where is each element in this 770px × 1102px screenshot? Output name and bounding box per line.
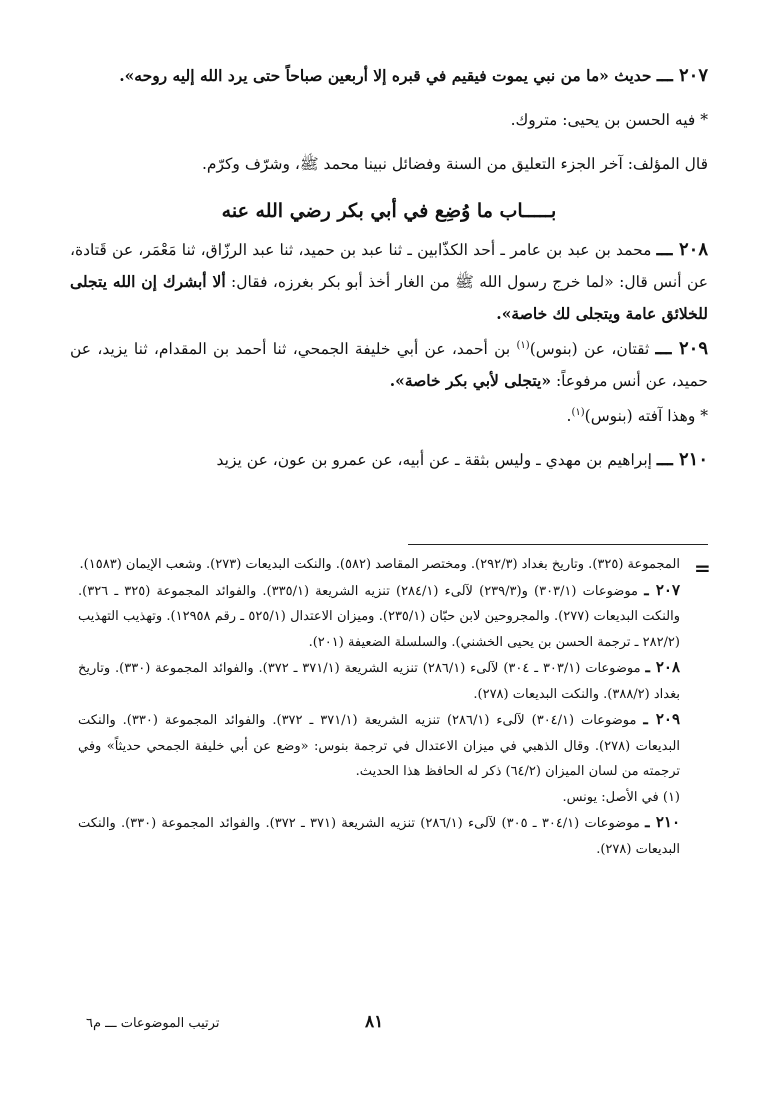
footnote-210 bbox=[78, 810, 680, 862]
hadith-number: ٢٠٨ ـــ bbox=[656, 239, 708, 260]
footnote-number: ٢٠٨ ـ bbox=[645, 658, 681, 676]
signature-mark: ترتيب الموضوعات ـــ م٦ bbox=[86, 1016, 220, 1031]
hadith-210 bbox=[70, 444, 708, 476]
footnote-number: ٢٠٩ ـ bbox=[643, 710, 681, 728]
footnote-text: موضوعات (٣٠٤/١ ـ ٣٠٥) لآلىء (٢٨٦/١) تنزيه الشريعة (٣٧١ ـ ٣٧٢). والفوائد المجموعة (٣٣٠). والنكت البديعات (٢٧٨). bbox=[78, 816, 680, 857]
footnote-1: (١) في الأصل: يونس. bbox=[562, 789, 680, 805]
footnote-209 bbox=[78, 707, 680, 785]
hadith-isnad: ثقتان، عن (بنوس) bbox=[529, 340, 650, 359]
hadith-matn: «يتجلى لأبي بكر خاصة». bbox=[389, 371, 552, 391]
continuation-mark: = bbox=[694, 556, 711, 580]
footnotes bbox=[78, 552, 680, 862]
hadith-matn: ألا أبشرك إن الله يتجلى للخلائق عامة ويتجلى لك خاصة». bbox=[70, 272, 708, 323]
footnote-number: ٢١٠ ـ bbox=[645, 813, 681, 831]
footnote-text: موضوعات (٣٠٤/١) لآلىء (٢٨٦/١) تنزيه الشريعة (٣٧١/١ ـ ٣٧٢). والفوائد المجموعة (٣٣٠). والنكت البديعات (٢٧٨). وقال الذهبي في ميزان الاعتدال في ترجمة بنوس: «وضع عن أبي خليفة الجمحي حديثاً» وفي ترجمته من لسان الميزان (٦٤/٢) ذكر له الحافظ هذا الحديث. bbox=[78, 713, 680, 779]
footnote-text: موضوعات (٣٠٣/١ ـ ٣٠٤) لآلىء (٢٨٦/١) تنزيه الشريعة (٣٧١/١ ـ ٣٧٢). والفوائد المجموعة (٣٣٠). وتاريخ بغداد (٣٨٨/٢). والنكت البديعات (٢٧٨). bbox=[78, 661, 680, 702]
note-end: . bbox=[566, 407, 572, 426]
hadith-number: ٢٠٩ ـــ bbox=[655, 338, 708, 360]
hadith-isnad-cont: بن أحمد، عن أبي خليفة الجمحي، ثنا أحمد بن المقدام، ثنا يزيد، عن حميد، عن أنس مرفوعاً: bbox=[70, 340, 708, 391]
footnote-divider bbox=[408, 544, 708, 545]
footnote-ref: (١) bbox=[516, 340, 530, 351]
note-text: * وهذا آفته (بنوس) bbox=[584, 407, 708, 426]
hadith-208 bbox=[70, 234, 708, 330]
note-209 bbox=[70, 397, 708, 432]
footnote-207 bbox=[78, 578, 680, 656]
hadith-number: ٢٠٧ ـــ bbox=[656, 65, 708, 86]
chapter-title: بـــــاب ما وُضِع في أبي بكر رضي الله عنه bbox=[221, 200, 557, 222]
footnote-208 bbox=[78, 655, 680, 707]
hadith-209 bbox=[70, 330, 708, 397]
hadith-text: إبراهيم بن مهدي ـ وليس بثقة ـ عن أبيه، عن عمرو بن عون، عن يزيد bbox=[216, 451, 652, 470]
note-207: * فيه الحسن بن يحيى: متروك. bbox=[510, 111, 708, 129]
hadith-text: حديث «ما من نبي يموت فيقيم في قبره إلا أربعين صباحاً حتى يرد الله إليه روحه». bbox=[119, 66, 652, 85]
footnote-number: ٢٠٧ ـ bbox=[644, 580, 681, 599]
author-closing: قال المؤلف: آخر الجزء التعليق من السنة وفضائل نبينا محمد ﷺ، وشرّف وكرّم. bbox=[201, 155, 708, 173]
hadith-isnad: محمد بن عبد بن عامر ـ أحد الكذّابين ـ ثنا عبد بن حميد، ثنا عبد الرزّاق، ثنا مَعْمَر، عن قَتادة، عن أنس قال: «لما خرج رسول الله ﷺ من الغار أخذ أبو بكر بغرزه، فقال: bbox=[70, 241, 708, 291]
footnote-ref: (١) bbox=[571, 407, 585, 419]
page-number: ٨١ bbox=[365, 1012, 384, 1032]
main-text bbox=[70, 60, 708, 476]
footnote-continuation: المجموعة (٣٢٥). وتاريخ بغداد (٢٩٢/٣). ومختصر المقاصد (٥٨٢). والنكت البديعات (٢٧٣). وشعب الإيمان (١٥٨٣). bbox=[79, 557, 680, 572]
hadith-number: ٢١٠ ـــ bbox=[656, 449, 708, 471]
hadith-207 bbox=[70, 60, 708, 92]
footnote-text: موضوعات (٣٠٣/١) و(٢٣٩/٣) لآلىء (٢٨٤/١) تنزيه الشريعة (٣٣٥/١). والفوائد المجموعة (٣٢٥ ـ ٣٢٦). والنكت البديعات (٢٧٧). والمجروحين لابن حبّان (٢٣٥/١). وميزان الاعتدال (٥٢٥/١ ـ رقم ١٢٩٥٨). وتهذيب التهذيب (٢٨٢/٢ ـ ترجمة الحسن بن يحيى الخشني). والسلسلة الضعيفة (٢٠١). bbox=[78, 583, 680, 650]
